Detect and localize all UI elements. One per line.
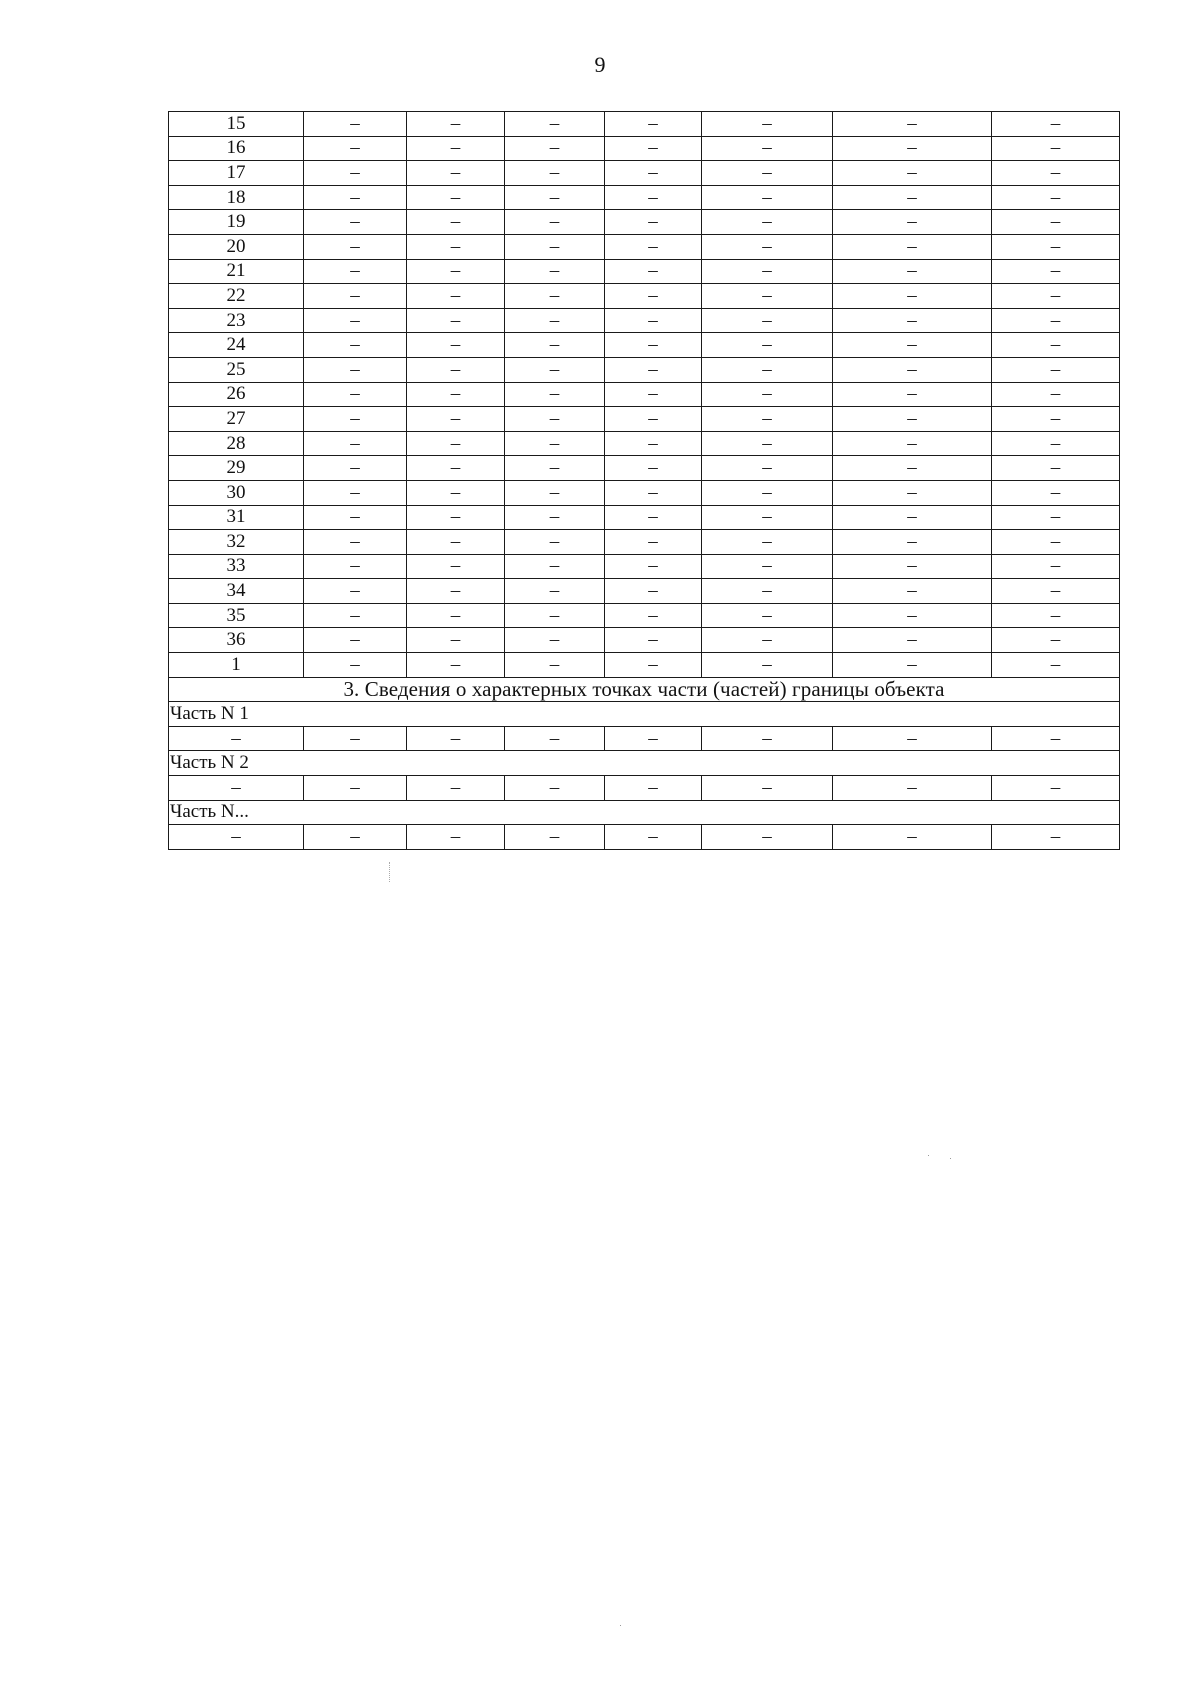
value-cell: – <box>169 726 304 751</box>
table-row <box>169 357 1120 382</box>
value-cell: – <box>304 210 407 235</box>
value-cell: – <box>304 308 407 333</box>
value-cell: – <box>605 628 702 653</box>
scan-artifact-line <box>389 862 391 882</box>
value-cell: – <box>833 112 992 137</box>
value-cell: – <box>833 628 992 653</box>
value-cell: – <box>407 579 505 604</box>
value-cell: – <box>407 308 505 333</box>
value-cell: – <box>702 185 833 210</box>
value-cell: – <box>702 333 833 358</box>
value-cell: – <box>407 234 505 259</box>
value-cell: – <box>992 382 1120 407</box>
table-row <box>169 333 1120 358</box>
value-cell: – <box>407 259 505 284</box>
value-cell: – <box>407 603 505 628</box>
value-cell: – <box>605 259 702 284</box>
table-row <box>169 431 1120 456</box>
value-cell: – <box>407 333 505 358</box>
value-cell: – <box>992 456 1120 481</box>
value-cell: – <box>605 136 702 161</box>
point-number-cell: 35 <box>169 603 304 628</box>
value-cell: – <box>407 456 505 481</box>
value-cell: – <box>605 653 702 678</box>
section-title-row <box>169 677 1120 702</box>
table-row <box>169 407 1120 432</box>
value-cell: – <box>992 185 1120 210</box>
value-cell: – <box>605 505 702 530</box>
value-cell: – <box>992 284 1120 309</box>
value-cell: – <box>605 431 702 456</box>
value-cell: – <box>992 234 1120 259</box>
value-cell: – <box>505 530 605 555</box>
value-cell: – <box>833 530 992 555</box>
value-cell: – <box>505 136 605 161</box>
value-cell: – <box>605 161 702 186</box>
point-number-cell: 28 <box>169 431 304 456</box>
value-cell: – <box>992 357 1120 382</box>
value-cell: – <box>702 505 833 530</box>
value-cell: – <box>702 530 833 555</box>
value-cell: – <box>992 726 1120 751</box>
value-cell: – <box>992 333 1120 358</box>
value-cell: – <box>702 726 833 751</box>
table-row <box>169 161 1120 186</box>
value-cell: – <box>605 407 702 432</box>
value-cell: – <box>407 136 505 161</box>
value-cell: – <box>304 554 407 579</box>
value-cell: – <box>702 259 833 284</box>
value-cell: – <box>702 554 833 579</box>
value-cell: – <box>304 234 407 259</box>
section-title: 3. Сведения о характерных точках части (частей) границы объекта <box>169 677 1120 702</box>
value-cell: – <box>304 480 407 505</box>
value-cell: – <box>505 161 605 186</box>
table-row <box>169 308 1120 333</box>
value-cell: – <box>992 112 1120 137</box>
table-row <box>169 603 1120 628</box>
value-cell: – <box>702 825 833 850</box>
value-cell: – <box>605 456 702 481</box>
point-number-cell: 19 <box>169 210 304 235</box>
value-cell: – <box>169 776 304 801</box>
table-row <box>169 136 1120 161</box>
value-cell: – <box>992 431 1120 456</box>
value-cell: – <box>833 554 992 579</box>
value-cell: – <box>505 456 605 481</box>
boundary-points-table <box>168 111 1120 850</box>
value-cell: – <box>304 825 407 850</box>
value-cell: – <box>992 825 1120 850</box>
value-cell: – <box>833 480 992 505</box>
value-cell: – <box>833 653 992 678</box>
value-cell: – <box>833 776 992 801</box>
value-cell: – <box>304 161 407 186</box>
value-cell: – <box>407 382 505 407</box>
point-number-cell: 29 <box>169 456 304 481</box>
value-cell: – <box>992 776 1120 801</box>
table-row <box>169 234 1120 259</box>
value-cell: – <box>304 357 407 382</box>
value-cell: – <box>702 357 833 382</box>
value-cell: – <box>702 431 833 456</box>
value-cell: – <box>702 210 833 235</box>
value-cell: – <box>992 530 1120 555</box>
value-cell: – <box>407 112 505 137</box>
page-number: 9 <box>594 52 606 77</box>
point-number-cell: 1 <box>169 653 304 678</box>
value-cell: – <box>702 382 833 407</box>
value-cell: – <box>304 603 407 628</box>
value-cell: – <box>605 308 702 333</box>
value-cell: – <box>833 505 992 530</box>
value-cell: – <box>304 530 407 555</box>
value-cell: – <box>702 628 833 653</box>
value-cell: – <box>304 407 407 432</box>
value-cell: – <box>505 726 605 751</box>
value-cell: – <box>505 776 605 801</box>
value-cell: – <box>702 161 833 186</box>
value-cell: – <box>833 382 992 407</box>
value-cell: – <box>304 505 407 530</box>
value-cell: – <box>605 333 702 358</box>
part-label: Часть N 1 <box>169 702 1120 727</box>
table-row <box>169 776 1120 801</box>
value-cell: – <box>505 628 605 653</box>
table-row <box>169 480 1120 505</box>
table-row <box>169 112 1120 137</box>
point-number-cell: 22 <box>169 284 304 309</box>
table-row <box>169 653 1120 678</box>
point-number-cell: 18 <box>169 185 304 210</box>
value-cell: – <box>304 431 407 456</box>
value-cell: – <box>702 308 833 333</box>
value-cell: – <box>304 456 407 481</box>
value-cell: – <box>505 579 605 604</box>
value-cell: – <box>407 776 505 801</box>
value-cell: – <box>702 284 833 309</box>
value-cell: – <box>992 554 1120 579</box>
value-cell: – <box>304 284 407 309</box>
value-cell: – <box>407 431 505 456</box>
value-cell: – <box>304 185 407 210</box>
point-number-cell: 15 <box>169 112 304 137</box>
part-label-row <box>169 800 1120 825</box>
value-cell: – <box>992 480 1120 505</box>
point-number-cell: 23 <box>169 308 304 333</box>
value-cell: – <box>833 136 992 161</box>
value-cell: – <box>833 357 992 382</box>
table-row <box>169 530 1120 555</box>
value-cell: – <box>407 357 505 382</box>
table-row <box>169 628 1120 653</box>
value-cell: – <box>304 259 407 284</box>
value-cell: – <box>304 653 407 678</box>
value-cell: – <box>605 726 702 751</box>
value-cell: – <box>505 112 605 137</box>
value-cell: – <box>992 136 1120 161</box>
value-cell: – <box>505 505 605 530</box>
table-row <box>169 456 1120 481</box>
value-cell: – <box>605 112 702 137</box>
value-cell: – <box>833 308 992 333</box>
table-row <box>169 382 1120 407</box>
value-cell: – <box>992 579 1120 604</box>
scan-artifact-dot <box>928 1155 929 1156</box>
point-number-cell: 24 <box>169 333 304 358</box>
value-cell: – <box>407 161 505 186</box>
table-row <box>169 185 1120 210</box>
point-number-cell: 21 <box>169 259 304 284</box>
value-cell: – <box>505 259 605 284</box>
value-cell: – <box>605 603 702 628</box>
value-cell: – <box>407 653 505 678</box>
value-cell: – <box>702 579 833 604</box>
value-cell: – <box>992 161 1120 186</box>
value-cell: – <box>505 382 605 407</box>
value-cell: – <box>833 333 992 358</box>
value-cell: – <box>833 161 992 186</box>
value-cell: – <box>505 308 605 333</box>
value-cell: – <box>833 603 992 628</box>
value-cell: – <box>304 136 407 161</box>
value-cell: – <box>304 382 407 407</box>
value-cell: – <box>992 603 1120 628</box>
point-number-cell: 31 <box>169 505 304 530</box>
table-body <box>169 112 1120 850</box>
value-cell: – <box>992 653 1120 678</box>
value-cell: – <box>605 825 702 850</box>
value-cell: – <box>505 603 605 628</box>
value-cell: – <box>833 210 992 235</box>
value-cell: – <box>833 825 992 850</box>
table-row <box>169 505 1120 530</box>
value-cell: – <box>992 259 1120 284</box>
value-cell: – <box>407 505 505 530</box>
value-cell: – <box>304 628 407 653</box>
table-row <box>169 284 1120 309</box>
value-cell: – <box>833 726 992 751</box>
value-cell: – <box>605 554 702 579</box>
value-cell: – <box>605 357 702 382</box>
value-cell: – <box>833 185 992 210</box>
value-cell: – <box>407 825 505 850</box>
value-cell: – <box>605 210 702 235</box>
value-cell: – <box>505 480 605 505</box>
point-number-cell: 25 <box>169 357 304 382</box>
value-cell: – <box>407 726 505 751</box>
value-cell: – <box>702 234 833 259</box>
point-number-cell: 26 <box>169 382 304 407</box>
value-cell: – <box>505 407 605 432</box>
value-cell: – <box>992 628 1120 653</box>
value-cell: – <box>605 579 702 604</box>
table-row <box>169 579 1120 604</box>
table-row <box>169 825 1120 850</box>
value-cell: – <box>505 653 605 678</box>
table-row <box>169 210 1120 235</box>
value-cell: – <box>702 456 833 481</box>
value-cell: – <box>702 112 833 137</box>
value-cell: – <box>169 825 304 850</box>
point-number-cell: 17 <box>169 161 304 186</box>
value-cell: – <box>505 554 605 579</box>
value-cell: – <box>605 480 702 505</box>
value-cell: – <box>605 530 702 555</box>
part-label-row <box>169 751 1120 776</box>
value-cell: – <box>304 333 407 358</box>
value-cell: – <box>605 234 702 259</box>
value-cell: – <box>605 185 702 210</box>
value-cell: – <box>992 407 1120 432</box>
table-row <box>169 726 1120 751</box>
scan-artifact-dot <box>950 1158 951 1159</box>
value-cell: – <box>407 554 505 579</box>
value-cell: – <box>702 136 833 161</box>
value-cell: – <box>702 776 833 801</box>
value-cell: – <box>407 284 505 309</box>
value-cell: – <box>304 579 407 604</box>
value-cell: – <box>992 505 1120 530</box>
value-cell: – <box>505 185 605 210</box>
value-cell: – <box>505 431 605 456</box>
value-cell: – <box>833 234 992 259</box>
value-cell: – <box>702 480 833 505</box>
value-cell: – <box>833 456 992 481</box>
point-number-cell: 27 <box>169 407 304 432</box>
value-cell: – <box>304 726 407 751</box>
value-cell: – <box>407 407 505 432</box>
value-cell: – <box>505 357 605 382</box>
value-cell: – <box>992 308 1120 333</box>
point-number-cell: 16 <box>169 136 304 161</box>
value-cell: – <box>304 776 407 801</box>
value-cell: – <box>407 480 505 505</box>
value-cell: – <box>833 259 992 284</box>
value-cell: – <box>505 210 605 235</box>
part-label: Часть N 2 <box>169 751 1120 776</box>
table-row <box>169 259 1120 284</box>
point-number-cell: 30 <box>169 480 304 505</box>
value-cell: – <box>505 284 605 309</box>
point-number-cell: 36 <box>169 628 304 653</box>
value-cell: – <box>702 407 833 432</box>
value-cell: – <box>605 284 702 309</box>
value-cell: – <box>605 776 702 801</box>
value-cell: – <box>992 210 1120 235</box>
value-cell: – <box>833 431 992 456</box>
part-label-row <box>169 702 1120 727</box>
value-cell: – <box>407 530 505 555</box>
value-cell: – <box>833 579 992 604</box>
value-cell: – <box>407 210 505 235</box>
value-cell: – <box>407 628 505 653</box>
point-number-cell: 33 <box>169 554 304 579</box>
part-label: Часть N... <box>169 800 1120 825</box>
point-number-cell: 20 <box>169 234 304 259</box>
value-cell: – <box>702 603 833 628</box>
value-cell: – <box>505 234 605 259</box>
value-cell: – <box>505 333 605 358</box>
value-cell: – <box>702 653 833 678</box>
point-number-cell: 32 <box>169 530 304 555</box>
value-cell: – <box>304 112 407 137</box>
value-cell: – <box>407 185 505 210</box>
value-cell: – <box>833 407 992 432</box>
scan-artifact-dot <box>620 1625 621 1626</box>
point-number-cell: 34 <box>169 579 304 604</box>
value-cell: – <box>605 382 702 407</box>
value-cell: – <box>505 825 605 850</box>
table-row <box>169 554 1120 579</box>
value-cell: – <box>833 284 992 309</box>
